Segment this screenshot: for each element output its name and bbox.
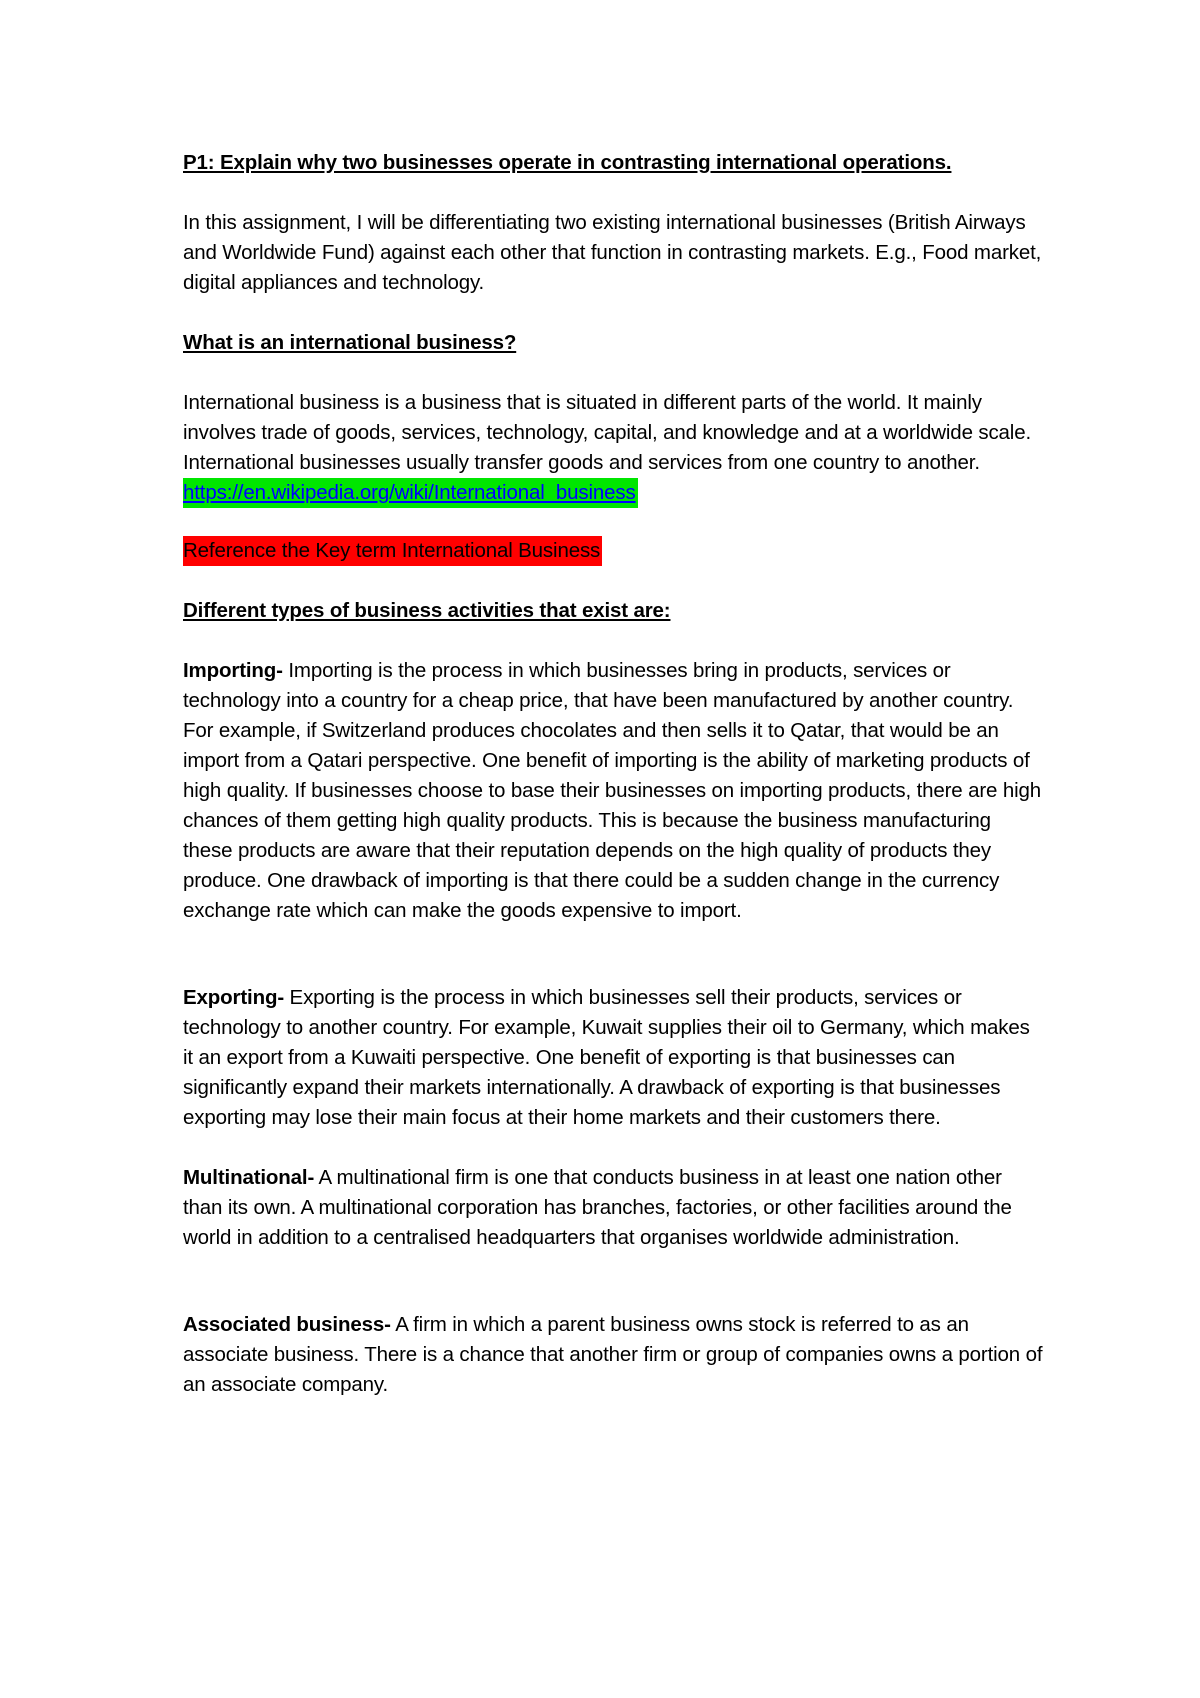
exporting-term: Exporting- (183, 986, 284, 1009)
spacer (183, 926, 1043, 983)
reference-note: Reference the Key term International Business (183, 536, 602, 566)
reference-note-line (183, 536, 1043, 566)
spacer (183, 508, 1043, 536)
multinational-term: Multinational- (183, 1166, 315, 1189)
reference-link-line (183, 478, 1043, 508)
associated-business-paragraph (183, 1310, 1043, 1400)
intro-paragraph: In this assignment, I will be differentiating two existing international businesses (British Airways and Worldwide Fund) against each other that function in contrasting markets. E.g., Food market, digital appliances and technology. (183, 211, 1042, 294)
importing-text: Importing is the process in which businesses bring in products, services or technology into a country for a cheap price, that have been manufactured by another country. For example, if Switzerland produces chocolates and then sells it to Qatar, that would be an import from a Qatari perspective. One benefit of importing is the ability of marketing products of high quality. If businesses choose to base their businesses on importing products, there are high chances of them getting high quality products. This is because the business manufacturing these products are aware that their reputation depends on the high quality of products they produce. One drawback of importing is that there could be a sudden change in the currency exchange rate which can make the goods expensive to import. (183, 659, 1041, 922)
section-heading-business-activities: Different types of business activities that exist are: (183, 599, 671, 622)
document-title: P1: Explain why two businesses operate in contrasting international operations. (183, 151, 952, 174)
document-content (183, 148, 1043, 1400)
importing-term: Importing- (183, 659, 283, 682)
spacer (183, 1133, 1043, 1163)
associated-business-text: A firm in which a parent business owns stock is referred to as an associate business. There is a chance that another firm or group of companies owns a portion of an associate company. (183, 1313, 1043, 1396)
spacer (183, 358, 1043, 388)
exporting-text: Exporting is the process in which businesses sell their products, services or technology to another country. For example, Kuwait supplies their oil to Germany, which makes it an export from a Kuwaiti perspective. One benefit of exporting is that businesses can significantly expand their markets internationally. A drawback of exporting is that businesses exporting may lose their main focus at their home markets and their customers there. (183, 986, 1030, 1129)
exporting-paragraph (183, 983, 1043, 1133)
wikipedia-link[interactable]: https://en.wikipedia.org/wiki/International_business (183, 478, 638, 508)
multinational-text: A multinational firm is one that conducts business in at least one nation other than its own. A multinational corporation has branches, factories, or other facilities around the world in addition to a centralised headquarters that organises worldwide administration. (183, 1166, 1012, 1249)
spacer (183, 626, 1043, 656)
associated-business-term: Associated business- (183, 1313, 391, 1336)
spacer (183, 1253, 1043, 1310)
importing-paragraph (183, 656, 1043, 926)
spacer (183, 566, 1043, 596)
spacer (183, 298, 1043, 328)
spacer (183, 178, 1043, 208)
multinational-paragraph (183, 1163, 1043, 1253)
international-business-paragraph: International business is a business that is situated in different parts of the world. It mainly involves trade of goods, services, technology, capital, and knowledge and at a worldwide scale. International businesses usually transfer goods and services from one country to another. (183, 391, 1032, 474)
section-heading-international-business: What is an international business? (183, 331, 517, 354)
